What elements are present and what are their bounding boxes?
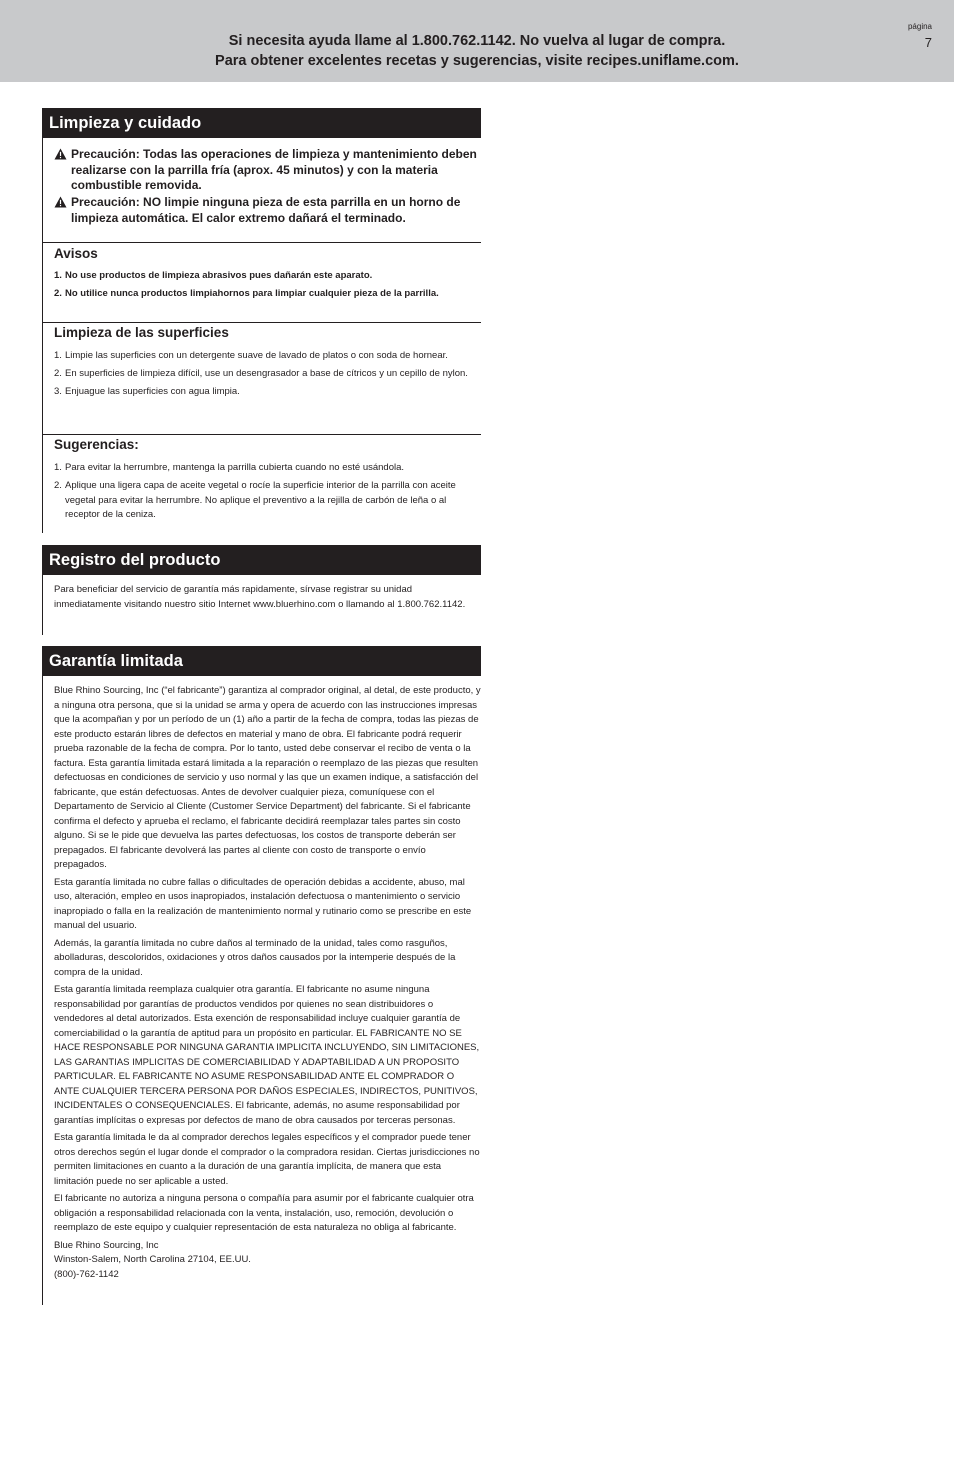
subheading-tips: Sugerencias: (54, 437, 139, 452)
warning-triangle-icon (54, 148, 67, 160)
section-title-warranty: Garantía limitada (42, 646, 481, 676)
caution-text: Precaución: NO limpie ninguna pieza de esta parrilla en un horno de limpieza automática. El calor extremo dañará el terminado. (71, 195, 461, 225)
list-item: 2. En superficies de limpieza difícil, use un desengrasador a base de cítricos y un cepillo de nylon. (54, 368, 468, 379)
subheading-surfaces: Limpieza de las superficies (54, 325, 229, 340)
surfaces-list (54, 349, 481, 403)
list-item: 2. No utilice nunca productos limpiahornos para limpiar cualquier pieza de la parrilla. (54, 288, 439, 299)
paragraph: Esta garantía limitada le da al comprador derechos legales específicos y el comprador puede tener otros derechos según el lugar donde el comprador o la compradora residan. Ciertas jurisdicciones no permiten limitaciones en cuanto a la duración de una garantía implícita, de manera que esta limitación puede no ser aplicable a usted. (54, 1132, 480, 1187)
list-item: 1. Para evitar la herrumbre, mantenga la parrilla cubierta cuando no esté usándola. (54, 462, 405, 473)
help-phone-line: Si necesita ayuda llame al 1.800.762.1142. No vuelva al lugar de compra. (228, 33, 726, 49)
page-number: 7 (924, 35, 932, 50)
paragraph: El fabricante no autoriza a ninguna persona o compañía para asumir por el fabricante cualquier otra obligación a responsabilidad relacionada con la venta, instalación, uso, remoción, devolución o reemplazo de este equipo y cualquier representación de esta naturaleza no obliga al fabricante. (54, 1193, 474, 1233)
address-block (54, 1239, 481, 1283)
list-item: 1. No use productos de limpieza abrasivos pues dañarán este aparato. (54, 270, 373, 281)
address-company: Blue Rhino Sourcing, Inc (54, 1239, 159, 1251)
page-label: página (907, 22, 932, 31)
list-item: 1. Limpie las superficies con un detergente suave de lavado de platos o con soda de hornear. (54, 350, 448, 361)
divider (42, 434, 481, 435)
section-left-rule (42, 646, 43, 1305)
address-phone: (800)-762-1142 (54, 1268, 119, 1280)
warning-triangle-icon (54, 196, 67, 208)
divider (42, 242, 481, 243)
registration-text (54, 583, 481, 615)
divider (42, 322, 481, 323)
paragraph: Además, la garantía limitada no cubre daños al terminado de la unidad, tales como rasguños, abolladuras, descoloridos, oxidaciones y otros daños causados por la intemperie después de la compra de la unidad. (54, 937, 456, 978)
subheading-notices: Avisos (54, 246, 98, 261)
paragraph: Para beneficiar del servicio de garantía más rapidamente, sírvase registrar su unidad inmediatamente visitando nuestro sitio Internet www.bluerhino.com o llamando al 1.800.762.1142. (54, 584, 466, 610)
recipes-line: Para obtener excelentes recetas y sugerencias, visite recipes.uniflame.com. (215, 53, 739, 69)
tips-list (54, 461, 481, 526)
warranty-text (54, 684, 481, 1282)
paragraph: Esta garantía limitada no cubre fallas o dificultades de operación debidas a accidente, abuso, mal uso, alteración, empleo en usos inapropiados, instalación defectuosa o mantenimiento o servicio inapropiado o falla en la realización de mantenimiento normal y rutinario como se prescribe en este manual del usuario. (54, 876, 472, 931)
list-item: 3. Enjuague las superficies con agua limpia. (54, 386, 240, 397)
address-city: Winston-Salem, North Carolina 27104, EE.UU. (54, 1254, 251, 1265)
list-item: 2. Aplique una ligera capa de aceite vegetal o rocíe la superficie interior de la parrilla con aceite vegetal para evitar la herrumbre. No aplique el preventivo a la rejilla de carbón de leña o al receptor de la ceniza. (54, 480, 456, 520)
section-left-rule (42, 108, 43, 533)
section-title-cleaning: Limpieza y cuidado (42, 108, 481, 138)
paragraph: Esta garantía limitada reemplaza cualquier otra garantía. El fabricante no asume ninguna responsabilidad por garantías de productos vendidos por quienes no sean distribuidores o vendedores al detal autorizados. Esta exención de responsabilidad incluye cualquier garantía de comerciabilidad o la garantía de aptitud para un propósito en particular. EL FABRICANTE NO SE HACE RESPONSABLE POR NINGUNA GARANTIA IMPLICITA INCLUYENDO, SIN LIMITACIONES, LAS GARANTIAS IMPLICITAS DE COMERCIABILIDAD Y ADAPTABILIDAD A UN PROPOSITO PARTICULAR. EL FABRICANTE NO ASUME RESPONSABILIDAD ANTE EL COMPRADOR O ANTE CUALQUIER TERCERA PERSONA POR DAÑOS ESPECIALES, INDIRECTOS, PUNITIVOS, INCIDENTALES O CONSEQUENCIALES. El fabricante, además, no asume responsabilidad por garantías implícitas o expresas por defectos de mano de obra causados por terceras personas. (54, 984, 480, 1126)
header-bar (0, 0, 954, 82)
section-title-registration: Registro del producto (42, 545, 481, 575)
paragraph: Blue Rhino Sourcing, Inc (“el fabricante”) garantiza al comprador original, al detal, de este producto, y a ninguna otra persona, que si la unidad se arma y opera de acuerdo con las instrucciones impresas que la acompañan y por un período de un (1) año a partir de la fecha de compra, todas las piezas de este producto estarán libres de defectos en material y mano de obra. El fabricante podrá requerir prueba razonable de la fecha de compra. Por lo tanto, usted debe conservar el recibo de venta o la factura. Esta garantía limitada estará limitada a la reparación o reemplazo de las piezas que resulten defectuosas en condiciones de servicio y uso normal y las que un examen indique, a satisfacción del fabricante, que están defectuosas. Antes de devolver cualquier pieza, comuníquese con el Departamento de Servicio al Cliente (Customer Service Department) del fabricante. Si el fabricante confirma el defecto y aprueba el reclamo, el fabricante decidirá reemplazar tales partes sin costo alguno. Si se le pide que devuelva las partes defectuosas, los costos de transporte deberán ser prepagados. El fabricante devolverá las partes al cliente con costo de transporte o envío prepagados. (54, 685, 481, 870)
notices-list (54, 269, 481, 305)
caution-cold-grill (54, 147, 479, 194)
caution-text: Precaución: Todas las operaciones de limpieza y mantenimiento deben realizarse con la parrilla fría (aprox. 45 minutos) y con la materia combustible removida. (71, 147, 477, 192)
caution-self-clean-oven (54, 195, 479, 226)
